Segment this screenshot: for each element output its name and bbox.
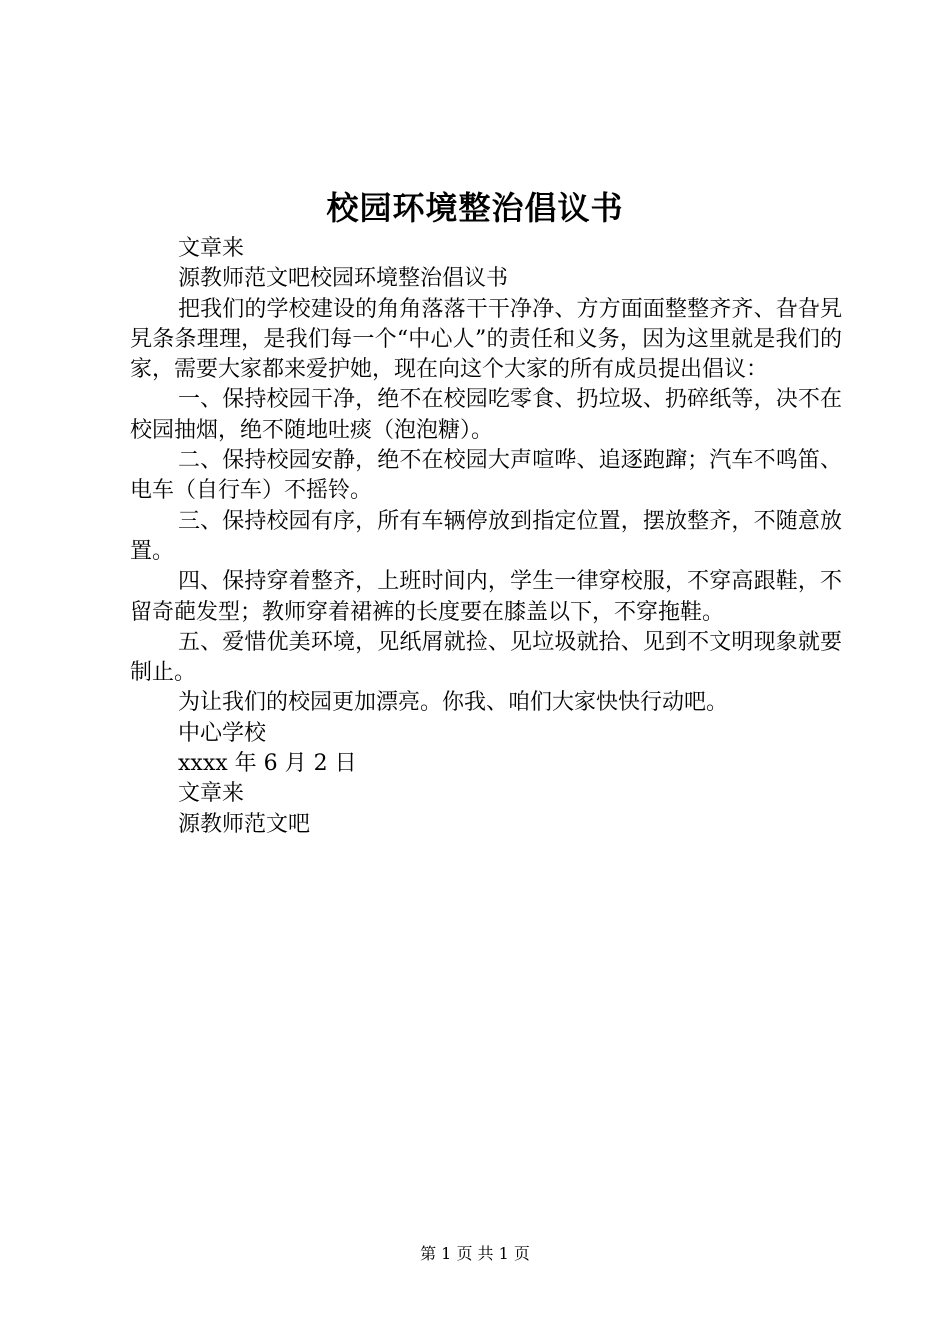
paragraph-item-2: 二、保持校园安静，绝不在校园大声喧哗、追逐跑蹿；汽车不鸣笛、电车（自行车）不摇铃。 — [130, 448, 842, 504]
document-title: 校园环境整治倡议书 — [326, 189, 624, 227]
signature-school: 中心学校 — [178, 720, 267, 746]
paragraph-source-4: 源教师范文吧 — [178, 811, 311, 837]
paragraph-intro: 把我们的学校建设的角角落落干干净净、方方面面整整齐齐、旮旮旯旯条条理理，是我们每一个“中心人”的责任和义务，因为这里就是我们的家，需要大家都来爱护她，现在向这个大家的所有成员提出倡议： — [130, 296, 842, 383]
document-body — [130, 234, 842, 840]
paragraph-item-1: 一、保持校园干净，绝不在校园吃零食、扔垃圾、扔碎纸等，决不在校园抽烟，绝不随地吐痰（泡泡糖）。 — [130, 387, 842, 443]
paragraph-source-1: 文章来 — [178, 236, 245, 261]
page-footer: 第 1 页 共 1 页 — [420, 1244, 530, 1263]
signature-date: xxxx 年 6 月 2 日 — [178, 751, 357, 777]
paragraph-source-3: 文章来 — [178, 781, 245, 807]
paragraph-item-3: 三、保持校园有序，所有车辆停放到指定位置，摆放整齐，不随意放置。 — [130, 508, 842, 564]
paragraph-item-5: 五、爱惜优美环境，见纸屑就捡、见垃圾就拾、见到不文明现象就要制止。 — [130, 629, 842, 686]
paragraph-closing: 为让我们的校园更加漂亮。你我、咱们大家快快行动吧。 — [178, 690, 729, 716]
paragraph-source-2: 源教师范文吧校园环境整治倡议书 — [178, 266, 509, 292]
paragraph-item-4: 四、保持穿着整齐，上班时间内，学生一律穿校服，不穿高跟鞋，不留奇葩发型；教师穿着裙裤的长度要在膝盖以下，不穿拖鞋。 — [130, 569, 842, 625]
